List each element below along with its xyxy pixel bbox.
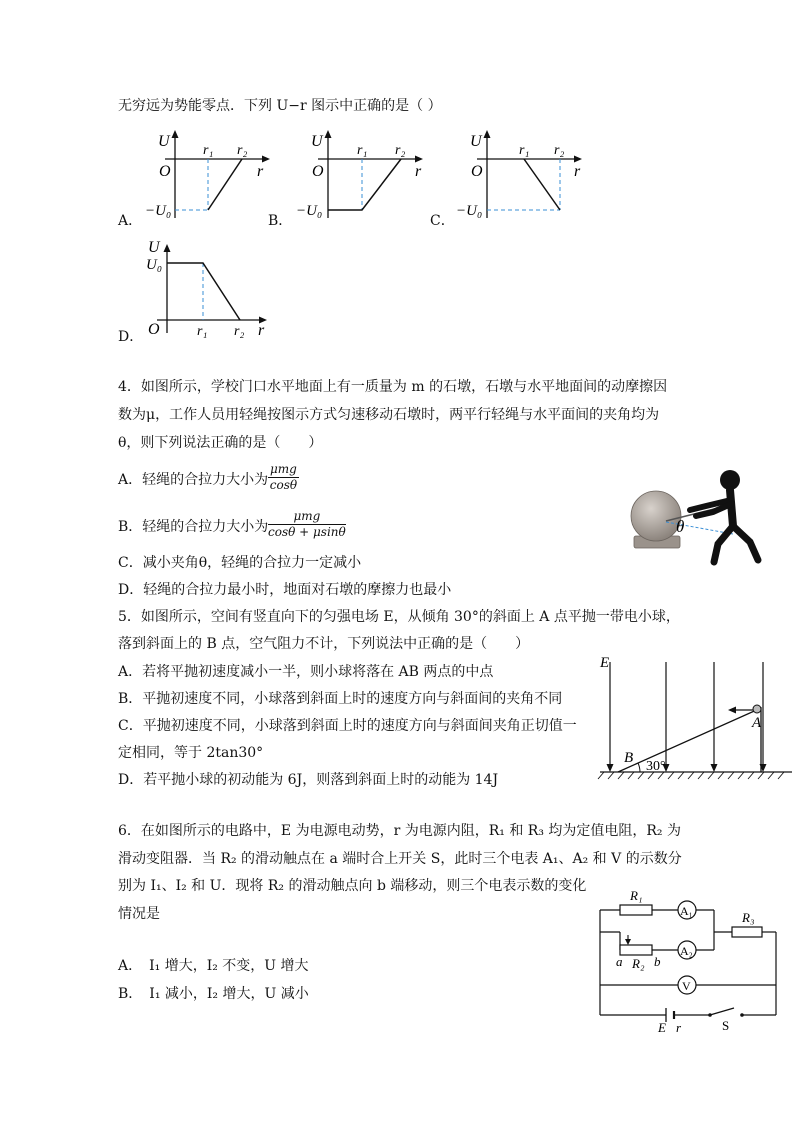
tick-r2: r₂ — [395, 143, 406, 158]
circuit-figure — [592, 880, 790, 1035]
axis-label-u: U — [148, 239, 160, 256]
q6-option-b[interactable]: B． I₁ 减小，I₂ 增大，U 减小 — [118, 986, 309, 1002]
q4-option-b-fraction — [268, 509, 346, 540]
fraction-denominator: cosθ + μsinθ — [268, 525, 346, 539]
terminal-label-a: a — [616, 954, 623, 969]
resistor-label-r3: R₃ — [742, 910, 755, 925]
resistor-r1 — [620, 905, 652, 915]
tick-neg-u0: −U₀ — [456, 203, 483, 219]
tick-neg-u0: −U₀ — [296, 203, 323, 219]
origin-label: O — [159, 163, 171, 180]
stone-pier-figure — [618, 466, 778, 576]
q4-option-c[interactable]: C．减小夹角θ，轻绳的合拉力一定减小 — [118, 555, 362, 571]
battery-label-r: r — [676, 1020, 682, 1035]
tick-r1: r₁ — [357, 143, 368, 158]
axis-label-u: U — [470, 133, 482, 150]
point-b-label: B — [624, 750, 634, 766]
q5-line-2: 落到斜面上的 B 点，空气阻力不计，下列说法中正确的是（ ） — [118, 636, 530, 652]
incline-plane — [618, 708, 761, 772]
q3-option-a-label[interactable]: A． — [118, 213, 143, 229]
q5-option-d[interactable]: D．若平抛小球的初动能为 6J，则落到斜面上时的动能为 14J — [118, 772, 499, 788]
q4-option-a[interactable]: A．轻绳的合拉力大小为 — [118, 472, 269, 488]
q3-graph-c[interactable] — [452, 126, 592, 226]
q3-graph-d[interactable] — [140, 238, 280, 338]
q4-line-1: 4．如图所示，学校门口水平地面上有一质量为 m 的石墩，石墩与水平地面间的动摩擦因 — [118, 379, 668, 395]
q3-graph-b[interactable] — [293, 126, 433, 226]
q6-line-1: 6．在如图所示的电路中，E 为电源电动势，r 为电源内阻，R₁ 和 R₃ 均为定值电阻，R₂ 为 — [118, 823, 681, 839]
resistor-label-r1: R₁ — [630, 888, 643, 903]
q4-line-3: θ，则下列说法正确的是（ ） — [118, 435, 323, 451]
axis-label-r: r — [258, 322, 265, 339]
q3-option-b-label[interactable]: B． — [268, 213, 293, 229]
meter-label-v: V — [682, 979, 691, 993]
tick-r1: r₁ — [519, 143, 530, 158]
q6-line-2: 滑动变阻器．当 R₂ 的滑动触点在 a 端时合上开关 S，此时三个电表 A₁、A₂ 和 V 的示数分 — [118, 851, 682, 867]
q3-graph-a[interactable] — [140, 126, 280, 226]
q4-option-d[interactable]: D．轻绳的合拉力最小时，地面对石墩的摩擦力也最小 — [118, 582, 452, 598]
stone-ball — [631, 491, 681, 541]
tick-u0: U₀ — [146, 257, 163, 273]
q6-line-4: 情况是 — [118, 906, 160, 922]
q5-option-c[interactable]: C．平抛初速度不同，小球落到斜面上时的速度方向与斜面间夹角正切值一 — [118, 718, 577, 734]
resistor-r3 — [732, 927, 762, 937]
person-leg — [733, 526, 758, 560]
angle-label: 30° — [646, 759, 666, 774]
battery-label-e: E — [658, 1020, 666, 1035]
axis-label-r: r — [415, 163, 422, 180]
switch-label-s: S — [722, 1018, 730, 1033]
q5-option-a[interactable]: A．若将平抛初速度减小一半，则小球将落在 AB 两点的中点 — [118, 664, 494, 680]
fraction-denominator: cosθ — [269, 478, 298, 492]
resistor-label-r2: R₂ — [632, 956, 645, 971]
q6-option-a[interactable]: A． I₁ 增大，I₂ 不变，U 增大 — [118, 958, 309, 974]
q3-option-d-label[interactable]: D． — [118, 329, 144, 345]
q4-line-2: 数为μ，工作人员用轻绳按图示方式匀速移动石墩时，两平行轻绳与水平面间的夹角均为 — [118, 407, 660, 423]
q6-line-3: 别为 I₁、I₂ 和 U．现将 R₂ 的滑动触点向 b 端移动，则三个电表示数的变化 — [118, 878, 587, 894]
field-label-e: E — [600, 655, 610, 671]
q4-option-b[interactable]: B．轻绳的合拉力大小为 — [118, 519, 269, 535]
tick-r2: r₂ — [237, 143, 248, 158]
q5-line-1: 5．如图所示，空间有竖直向下的匀强电场 E，从倾角 30°的斜面上 A 点平抛一带电小球， — [118, 609, 680, 625]
rheostat-r2 — [620, 945, 652, 955]
axis-label-u: U — [158, 133, 170, 150]
point-a-label: A — [752, 715, 762, 731]
q5-option-b[interactable]: B．平抛初速度不同，小球落到斜面上时的速度方向与斜面间的夹角不同 — [118, 691, 563, 707]
fraction-numerator: μmg — [268, 509, 346, 525]
angle-label-theta: θ — [676, 517, 685, 536]
tick-r2: r₂ — [234, 324, 245, 339]
meter-label-a2: A₂ — [680, 944, 693, 958]
tick-neg-u0: −U₀ — [145, 203, 172, 219]
origin-label: O — [471, 163, 483, 180]
charged-ball — [753, 705, 761, 713]
origin-label: O — [312, 163, 324, 180]
q3-option-c-label[interactable]: C． — [430, 213, 455, 229]
axis-label-r: r — [574, 163, 581, 180]
q3-stem: 无穷远为势能零点．下列 U−r 图示中正确的是（ ） — [118, 98, 442, 114]
q5-option-c-cont: 定相同，等于 2tan30° — [118, 745, 264, 761]
tick-r1: r₁ — [197, 324, 208, 339]
axis-label-r: r — [257, 163, 264, 180]
person-body — [730, 490, 733, 526]
terminal-label-b: b — [654, 954, 661, 969]
meter-label-a1: A₁ — [680, 904, 693, 918]
origin-label: O — [148, 321, 160, 338]
q4-option-a-fraction — [268, 462, 299, 493]
tick-r2: r₂ — [554, 143, 565, 158]
fraction-numerator: μmg — [270, 462, 297, 476]
incline-field-figure — [596, 652, 794, 782]
tick-r1: r₁ — [203, 143, 214, 158]
axis-label-u: U — [311, 133, 323, 150]
